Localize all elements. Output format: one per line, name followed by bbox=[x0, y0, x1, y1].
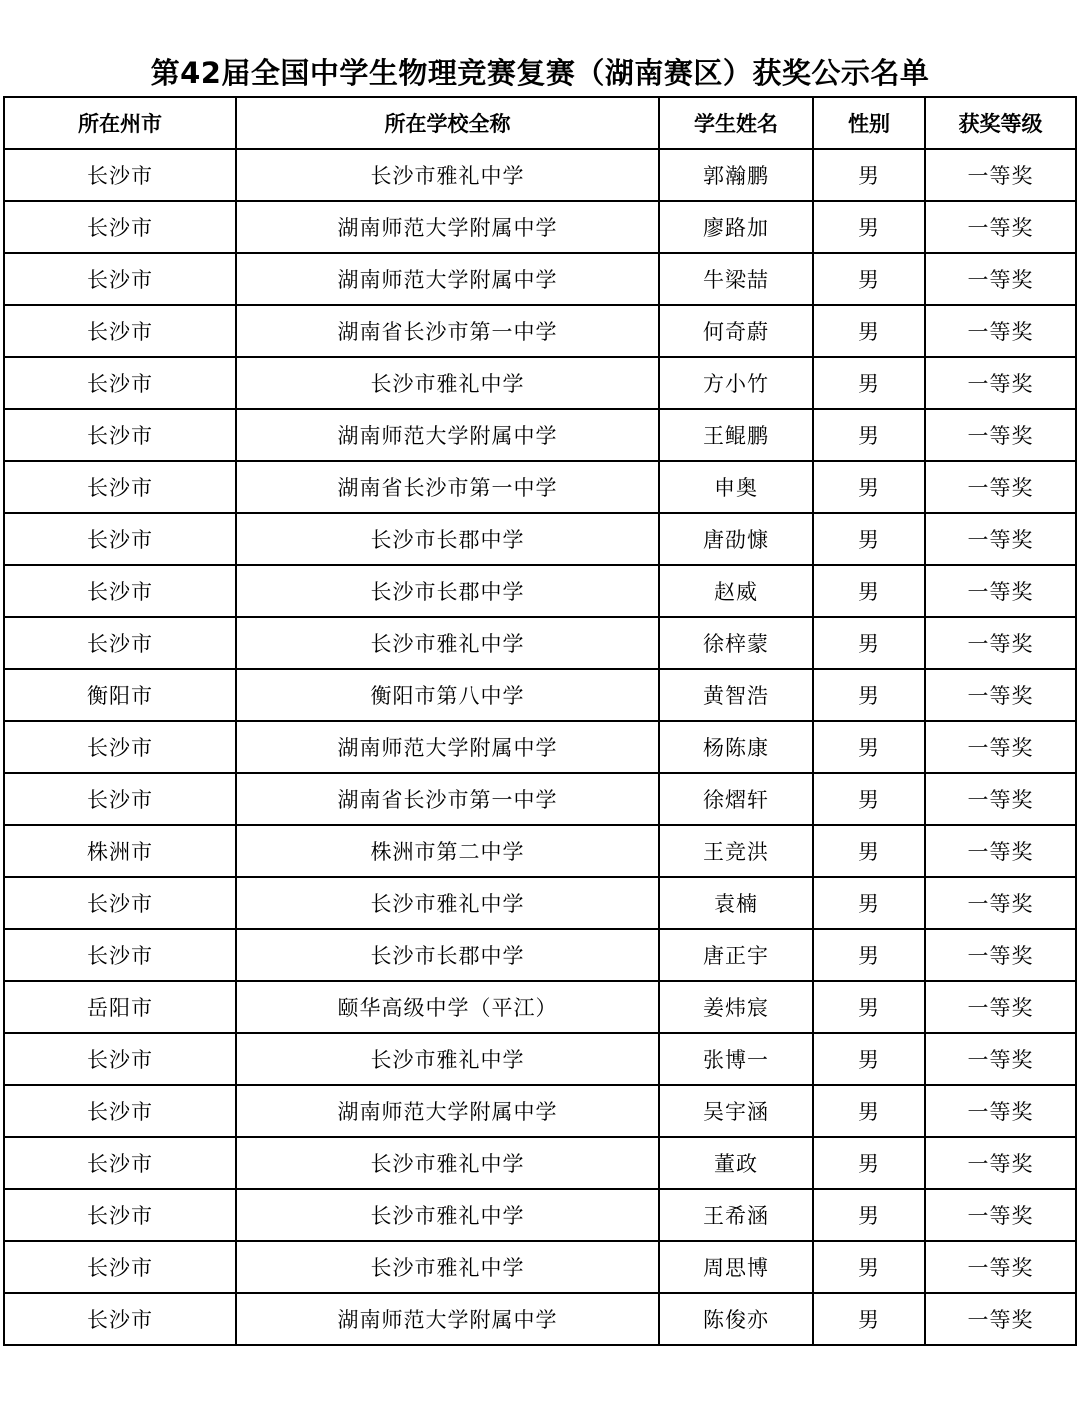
city-cell: 长沙市 bbox=[4, 253, 236, 305]
award-level-cell: 一等奖 bbox=[925, 1241, 1076, 1293]
table-row bbox=[4, 669, 1076, 721]
student-name-cell: 周思博 bbox=[659, 1241, 813, 1293]
city-cell: 长沙市 bbox=[4, 721, 236, 773]
gender-cell: 男 bbox=[813, 149, 925, 201]
gender-cell: 男 bbox=[813, 253, 925, 305]
award-level-cell: 一等奖 bbox=[925, 825, 1076, 877]
school-cell: 衡阳市第八中学 bbox=[236, 669, 659, 721]
student-name-cell: 陈俊亦 bbox=[659, 1293, 813, 1345]
school-cell: 长沙市雅礼中学 bbox=[236, 877, 659, 929]
award-level-cell: 一等奖 bbox=[925, 773, 1076, 825]
student-name-cell: 唐正宇 bbox=[659, 929, 813, 981]
student-name-cell: 董政 bbox=[659, 1137, 813, 1189]
table-row bbox=[4, 929, 1076, 981]
award-level-cell: 一等奖 bbox=[925, 981, 1076, 1033]
city-cell: 长沙市 bbox=[4, 565, 236, 617]
gender-cell: 男 bbox=[813, 721, 925, 773]
table-row bbox=[4, 1241, 1076, 1293]
city-cell: 长沙市 bbox=[4, 1241, 236, 1293]
school-cell: 长沙市雅礼中学 bbox=[236, 357, 659, 409]
award-level-cell: 一等奖 bbox=[925, 877, 1076, 929]
student-name-cell: 何奇蔚 bbox=[659, 305, 813, 357]
gender-cell: 男 bbox=[813, 1085, 925, 1137]
student-name-cell: 张博一 bbox=[659, 1033, 813, 1085]
school-cell: 湖南师范大学附属中学 bbox=[236, 1293, 659, 1345]
gender-cell: 男 bbox=[813, 877, 925, 929]
table-row bbox=[4, 1137, 1076, 1189]
table-row bbox=[4, 513, 1076, 565]
student-name-cell: 郭瀚鹏 bbox=[659, 149, 813, 201]
city-cell: 长沙市 bbox=[4, 1033, 236, 1085]
school-cell: 长沙市雅礼中学 bbox=[236, 617, 659, 669]
award-level-cell: 一等奖 bbox=[925, 1293, 1076, 1345]
gender-cell: 男 bbox=[813, 825, 925, 877]
table-row bbox=[4, 721, 1076, 773]
school-cell: 长沙市雅礼中学 bbox=[236, 1241, 659, 1293]
student-name-cell: 王希涵 bbox=[659, 1189, 813, 1241]
award-level-cell: 一等奖 bbox=[925, 617, 1076, 669]
gender-cell: 男 bbox=[813, 565, 925, 617]
gender-cell: 男 bbox=[813, 1189, 925, 1241]
city-cell: 长沙市 bbox=[4, 357, 236, 409]
header-row bbox=[4, 97, 1076, 149]
award-level-cell: 一等奖 bbox=[925, 1033, 1076, 1085]
award-level-cell: 一等奖 bbox=[925, 149, 1076, 201]
city-cell: 岳阳市 bbox=[4, 981, 236, 1033]
city-cell: 长沙市 bbox=[4, 149, 236, 201]
school-cell: 长沙市雅礼中学 bbox=[236, 1189, 659, 1241]
table-row bbox=[4, 981, 1076, 1033]
student-name-cell: 方小竹 bbox=[659, 357, 813, 409]
table-row bbox=[4, 253, 1076, 305]
table-row bbox=[4, 149, 1076, 201]
student-name-cell: 王鲲鹏 bbox=[659, 409, 813, 461]
school-cell: 长沙市长郡中学 bbox=[236, 513, 659, 565]
city-cell: 长沙市 bbox=[4, 305, 236, 357]
school-cell: 湖南师范大学附属中学 bbox=[236, 721, 659, 773]
award-level-cell: 一等奖 bbox=[925, 1189, 1076, 1241]
table-row bbox=[4, 617, 1076, 669]
award-level-cell: 一等奖 bbox=[925, 357, 1076, 409]
city-cell: 长沙市 bbox=[4, 1137, 236, 1189]
school-cell: 湖南师范大学附属中学 bbox=[236, 1085, 659, 1137]
header-city: 所在州市 bbox=[4, 97, 236, 149]
header-gender: 性别 bbox=[813, 97, 925, 149]
gender-cell: 男 bbox=[813, 981, 925, 1033]
gender-cell: 男 bbox=[813, 1293, 925, 1345]
gender-cell: 男 bbox=[813, 461, 925, 513]
student-name-cell: 姜炜宸 bbox=[659, 981, 813, 1033]
award-level-cell: 一等奖 bbox=[925, 461, 1076, 513]
award-level-cell: 一等奖 bbox=[925, 669, 1076, 721]
header-student-name: 学生姓名 bbox=[659, 97, 813, 149]
student-name-cell: 袁楠 bbox=[659, 877, 813, 929]
student-name-cell: 徐梓蒙 bbox=[659, 617, 813, 669]
school-cell: 湖南省长沙市第一中学 bbox=[236, 461, 659, 513]
gender-cell: 男 bbox=[813, 773, 925, 825]
city-cell: 长沙市 bbox=[4, 201, 236, 253]
school-cell: 湖南师范大学附属中学 bbox=[236, 409, 659, 461]
student-name-cell: 吴宇涵 bbox=[659, 1085, 813, 1137]
table-row bbox=[4, 409, 1076, 461]
school-cell: 长沙市长郡中学 bbox=[236, 929, 659, 981]
city-cell: 株洲市 bbox=[4, 825, 236, 877]
table-row bbox=[4, 1189, 1076, 1241]
table-row bbox=[4, 1085, 1076, 1137]
award-level-cell: 一等奖 bbox=[925, 513, 1076, 565]
award-level-cell: 一等奖 bbox=[925, 565, 1076, 617]
school-cell: 长沙市雅礼中学 bbox=[236, 1033, 659, 1085]
award-level-cell: 一等奖 bbox=[925, 929, 1076, 981]
gender-cell: 男 bbox=[813, 201, 925, 253]
table-row bbox=[4, 357, 1076, 409]
award-table bbox=[3, 96, 1077, 1346]
table-body bbox=[4, 149, 1076, 1345]
award-level-cell: 一等奖 bbox=[925, 1137, 1076, 1189]
gender-cell: 男 bbox=[813, 305, 925, 357]
page-title: 第42届全国中学生物理竞赛复赛（湖南赛区）获奖公示名单 bbox=[150, 56, 930, 90]
school-cell: 长沙市长郡中学 bbox=[236, 565, 659, 617]
award-level-cell: 一等奖 bbox=[925, 305, 1076, 357]
table-row bbox=[4, 825, 1076, 877]
student-name-cell: 王竞洪 bbox=[659, 825, 813, 877]
table-row bbox=[4, 1033, 1076, 1085]
city-cell: 长沙市 bbox=[4, 1293, 236, 1345]
student-name-cell: 赵威 bbox=[659, 565, 813, 617]
student-name-cell: 唐劭慷 bbox=[659, 513, 813, 565]
award-level-cell: 一等奖 bbox=[925, 721, 1076, 773]
school-cell: 株洲市第二中学 bbox=[236, 825, 659, 877]
award-level-cell: 一等奖 bbox=[925, 253, 1076, 305]
award-level-cell: 一等奖 bbox=[925, 409, 1076, 461]
student-name-cell: 黄智浩 bbox=[659, 669, 813, 721]
school-cell: 湖南师范大学附属中学 bbox=[236, 201, 659, 253]
student-name-cell: 徐熠轩 bbox=[659, 773, 813, 825]
header-school: 所在学校全称 bbox=[236, 97, 659, 149]
gender-cell: 男 bbox=[813, 409, 925, 461]
city-cell: 长沙市 bbox=[4, 877, 236, 929]
gender-cell: 男 bbox=[813, 1137, 925, 1189]
award-level-cell: 一等奖 bbox=[925, 1085, 1076, 1137]
gender-cell: 男 bbox=[813, 669, 925, 721]
header-award-level: 获奖等级 bbox=[925, 97, 1076, 149]
city-cell: 长沙市 bbox=[4, 773, 236, 825]
gender-cell: 男 bbox=[813, 617, 925, 669]
gender-cell: 男 bbox=[813, 513, 925, 565]
school-cell: 长沙市雅礼中学 bbox=[236, 149, 659, 201]
table-row bbox=[4, 201, 1076, 253]
city-cell: 长沙市 bbox=[4, 409, 236, 461]
student-name-cell: 牛梁喆 bbox=[659, 253, 813, 305]
school-cell: 长沙市雅礼中学 bbox=[236, 1137, 659, 1189]
student-name-cell: 申奥 bbox=[659, 461, 813, 513]
school-cell: 湖南师范大学附属中学 bbox=[236, 253, 659, 305]
table-row bbox=[4, 305, 1076, 357]
table-row bbox=[4, 461, 1076, 513]
table-header bbox=[4, 97, 1076, 149]
table-row bbox=[4, 1293, 1076, 1345]
city-cell: 长沙市 bbox=[4, 1085, 236, 1137]
gender-cell: 男 bbox=[813, 1033, 925, 1085]
school-cell: 湖南省长沙市第一中学 bbox=[236, 773, 659, 825]
table-row bbox=[4, 565, 1076, 617]
award-level-cell: 一等奖 bbox=[925, 201, 1076, 253]
school-cell: 湖南省长沙市第一中学 bbox=[236, 305, 659, 357]
city-cell: 长沙市 bbox=[4, 617, 236, 669]
student-name-cell: 廖路加 bbox=[659, 201, 813, 253]
gender-cell: 男 bbox=[813, 357, 925, 409]
city-cell: 长沙市 bbox=[4, 513, 236, 565]
gender-cell: 男 bbox=[813, 929, 925, 981]
city-cell: 长沙市 bbox=[4, 1189, 236, 1241]
city-cell: 长沙市 bbox=[4, 461, 236, 513]
student-name-cell: 杨陈康 bbox=[659, 721, 813, 773]
table-row bbox=[4, 773, 1076, 825]
city-cell: 长沙市 bbox=[4, 929, 236, 981]
gender-cell: 男 bbox=[813, 1241, 925, 1293]
school-cell: 颐华高级中学（平江） bbox=[236, 981, 659, 1033]
table-row bbox=[4, 877, 1076, 929]
city-cell: 衡阳市 bbox=[4, 669, 236, 721]
